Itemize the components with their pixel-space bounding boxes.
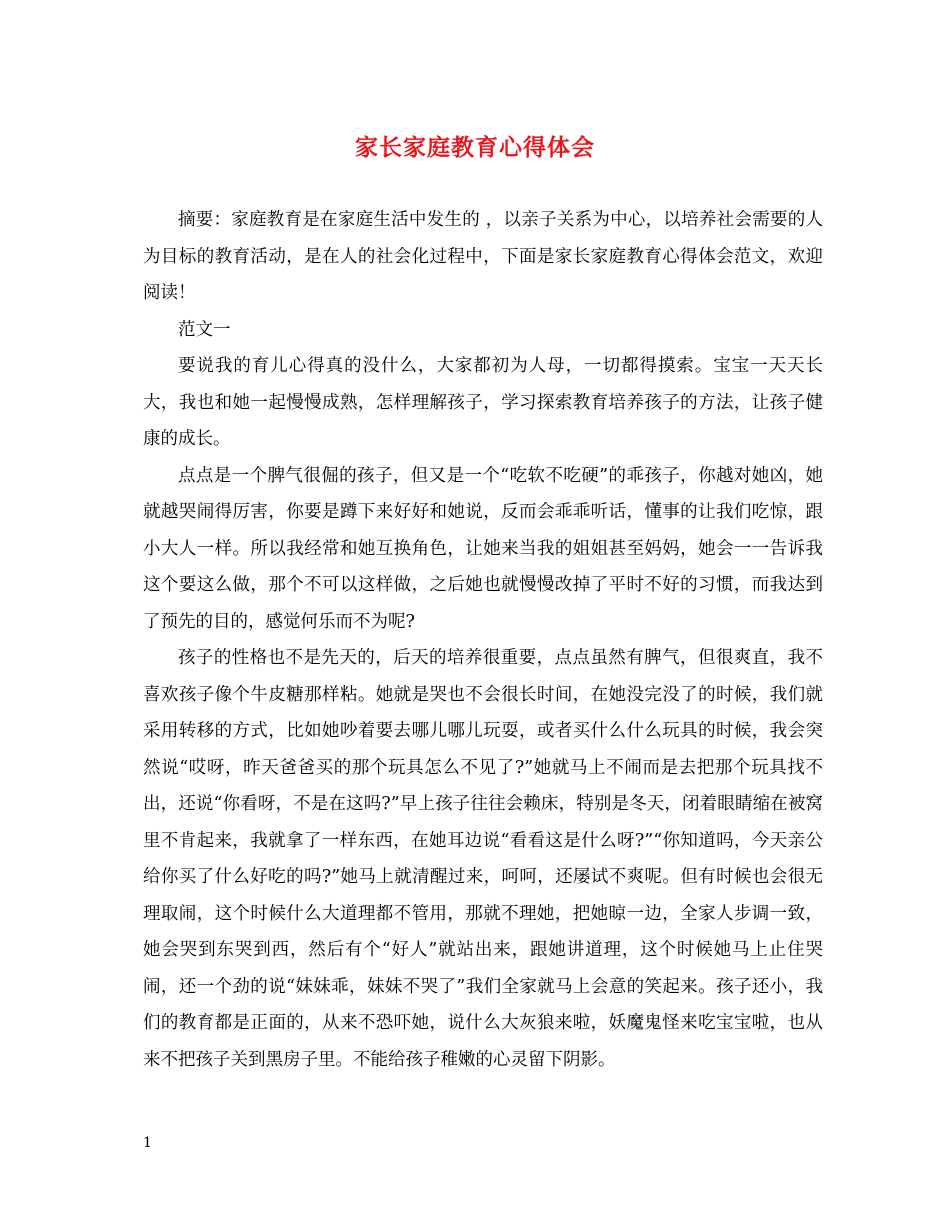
body-paragraph: 孩子的性格也不是先天的，后天的培养很重要，点点虽然有脾气，但很爽直，我不喜欢孩子像个牛皮糖那样粘。她就是哭也不会很长时间，在她没完没了的时候，我们就采用转移的方式，比如她吵着要去哪儿哪儿玩耍，或者买什么什么玩具的时候，我会突然说“哎呀，昨天爸爸买的那个玩具怎么不见了?”她就马上不闹而是去把那个玩具找不出，还说“你看呀，不是在这吗?”早上孩子往往会赖床，特别是冬天，闭着眼睛缩在被窝里不肯起来，我就拿了一样东西，在她耳边说“看看这是什么呀?”“你知道吗，今天亲公给你买了什么好吃的吗?”她马上就清醒过来，呵呵，还屡试不爽呢。但有时候也会很无理取闹，这个时候什么大道理都不管用，那就不理她，把她晾一边，全家人步调一致，她会哭到东哭到西，然后有个“好人”就站出来，跟她讲道理，这个时候她马上止住哭闹，还一个劲的说“妹妹乖，妹妹不哭了”我们全家就马上会意的笑起来。孩子还小，我们的教育都是正面的，从来不恐吓她，说什么大灰狼来啦，妖魔鬼怪来吃宝宝啦，也从来不把孩子关到黑房子里。不能给孩子稚嫩的心灵留下阴影。 [143, 648, 823, 1070]
document-title: 家长家庭教育心得体会 [355, 134, 595, 161]
abstract-paragraph: 摘要：家庭教育是在家庭生活中发生的 ，以亲子关系为中心，以培养社会需要的人为目标的教育活动，是在人的社会化过程中，下面是家长家庭教育心得体会范文，欢迎阅读！ [143, 210, 823, 303]
section-heading: 范文一 [178, 319, 231, 340]
body-paragraph: 要说我的育儿心得真的没什么，大家都初为人母，一切都得摸索。宝宝一天天长大，我也和她一起慢慢成熟，怎样理解孩子，学习探索教育培养孩子的方法，让孩子健康的成长。 [143, 356, 823, 449]
body-paragraph: 点点是一个脾气很倔的孩子，但又是一个“吃软不吃硬”的乖孩子，你越对她凶，她就越哭闹得厉害，你要是蹲下来好好和她说，反而会乖乖听话，懂事的让我们吃惊，跟小大人一样。所以我经常和她互换角色，让她来当我的姐姐甚至妈妈，她会一一告诉我这个要这么做，那个不可以这样做，之后她也就慢慢改掉了平时不好的习惯，而我达到了预先的目的，感觉何乐而不为呢? [143, 465, 823, 632]
document-body [143, 202, 823, 1078]
page-number: 1 [143, 1135, 152, 1151]
